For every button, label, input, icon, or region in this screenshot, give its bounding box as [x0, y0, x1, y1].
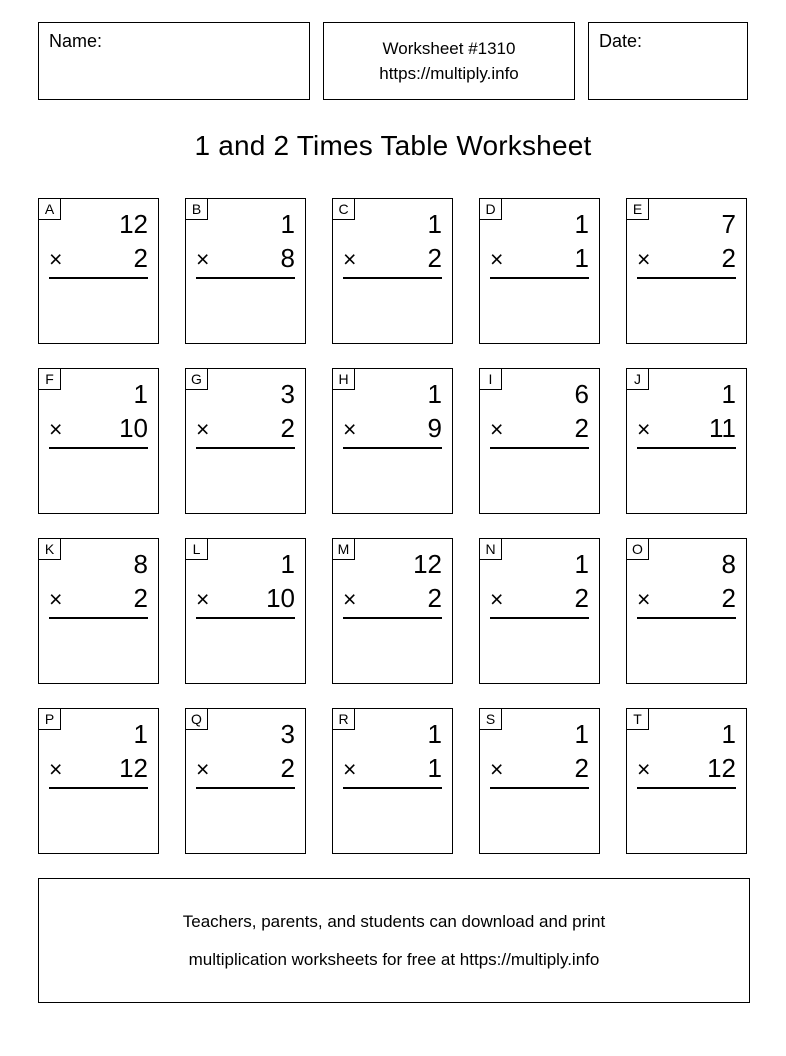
problem-top-operand: 1	[427, 209, 442, 239]
multiplication-sign-icon: ×	[637, 416, 651, 442]
problem-operands	[49, 207, 148, 279]
answer-rule	[637, 447, 736, 449]
problem-letter: E	[627, 199, 649, 220]
problem-letter: B	[186, 199, 208, 220]
problem-letter: S	[480, 709, 502, 730]
multiplication-sign-icon: ×	[637, 246, 651, 272]
problem-letter: G	[186, 369, 208, 390]
multiplication-sign-icon: ×	[49, 756, 63, 782]
problem-letter: N	[480, 539, 502, 560]
multiplication-sign-icon: ×	[49, 246, 63, 272]
problem-bottom-row	[196, 751, 295, 785]
answer-rule	[49, 617, 148, 619]
problem-operands	[343, 207, 442, 279]
problem-top-operand: 12	[119, 209, 148, 239]
problem-p[interactable]	[38, 708, 159, 854]
multiplication-sign-icon: ×	[343, 756, 357, 782]
problem-bottom-operand: 2	[721, 243, 736, 273]
problem-operands	[343, 717, 442, 789]
problem-k[interactable]	[38, 538, 159, 684]
problem-bottom-row	[490, 411, 589, 445]
answer-rule	[637, 617, 736, 619]
problem-operands	[196, 377, 295, 449]
problem-letter: K	[39, 539, 61, 560]
problem-operands	[49, 547, 148, 619]
problem-bottom-row	[49, 241, 148, 275]
problem-top-operand: 1	[280, 209, 295, 239]
problem-top-operand: 1	[721, 719, 736, 749]
multiplication-sign-icon: ×	[196, 246, 210, 272]
problem-r[interactable]	[332, 708, 453, 854]
problem-top-operand: 1	[427, 379, 442, 409]
problem-bottom-operand: 2	[133, 243, 148, 273]
problem-operands	[490, 377, 589, 449]
problem-bottom-operand: 2	[574, 753, 589, 783]
problem-top-operand: 1	[574, 549, 589, 579]
multiplication-sign-icon: ×	[196, 586, 210, 612]
problem-top-operand: 1	[280, 549, 295, 579]
problem-bottom-row	[490, 581, 589, 615]
problem-bottom-row	[637, 241, 736, 275]
problem-letter: J	[627, 369, 649, 390]
problem-j[interactable]	[626, 368, 747, 514]
worksheet-number: Worksheet #1310	[382, 39, 516, 58]
problem-top-operand: 1	[574, 719, 589, 749]
problem-letter: P	[39, 709, 61, 730]
problem-l[interactable]	[185, 538, 306, 684]
name-box[interactable]	[38, 22, 310, 100]
answer-rule	[343, 447, 442, 449]
problem-bottom-row	[196, 241, 295, 275]
problem-i[interactable]	[479, 368, 600, 514]
footer-line-2: multiplication worksheets for free at https://multiply.info	[188, 949, 600, 969]
problem-bottom-row	[637, 411, 736, 445]
problem-bottom-row	[490, 241, 589, 275]
multiplication-sign-icon: ×	[196, 756, 210, 782]
problem-top-operand: 3	[280, 719, 295, 749]
problem-letter: L	[186, 539, 208, 560]
problem-operands	[637, 377, 736, 449]
problem-operands	[49, 377, 148, 449]
problem-letter: C	[333, 199, 355, 220]
answer-rule	[49, 447, 148, 449]
multiplication-sign-icon: ×	[490, 246, 504, 272]
problem-bottom-operand: 11	[709, 413, 736, 443]
problem-o[interactable]	[626, 538, 747, 684]
worksheet-site-url: https://multiply.info	[379, 64, 519, 83]
answer-rule	[343, 617, 442, 619]
problem-operands	[490, 547, 589, 619]
answer-rule	[196, 277, 295, 279]
problem-operands	[637, 207, 736, 279]
problem-bottom-operand: 10	[266, 583, 295, 613]
problem-top-operand: 6	[574, 379, 589, 409]
problem-bottom-operand: 10	[119, 413, 148, 443]
answer-rule	[196, 447, 295, 449]
worksheet-info-box	[323, 22, 575, 100]
problem-top-operand: 1	[574, 209, 589, 239]
answer-rule	[490, 617, 589, 619]
problem-top-operand: 3	[280, 379, 295, 409]
problem-letter: D	[480, 199, 502, 220]
problem-bottom-operand: 1	[574, 243, 589, 273]
problem-d[interactable]	[479, 198, 600, 344]
problem-bottom-row	[49, 751, 148, 785]
problem-g[interactable]	[185, 368, 306, 514]
problem-bottom-operand: 9	[427, 413, 442, 443]
problem-operands	[196, 547, 295, 619]
problem-letter: I	[480, 369, 502, 390]
problem-bottom-operand: 2	[427, 243, 442, 273]
problem-bottom-operand: 1	[427, 753, 442, 783]
page-title: 1 and 2 Times Table Worksheet	[194, 130, 592, 161]
problem-letter: O	[627, 539, 649, 560]
problem-operands	[637, 547, 736, 619]
problem-bottom-operand: 12	[119, 753, 148, 783]
problem-grid	[38, 198, 750, 854]
problem-f[interactable]	[38, 368, 159, 514]
problem-h[interactable]	[332, 368, 453, 514]
problem-letter: T	[627, 709, 649, 730]
multiplication-sign-icon: ×	[196, 416, 210, 442]
problem-bottom-row	[49, 581, 148, 615]
problem-bottom-row	[343, 241, 442, 275]
problem-c[interactable]	[332, 198, 453, 344]
problem-letter: Q	[186, 709, 208, 730]
problem-bottom-row	[343, 751, 442, 785]
problem-bottom-operand: 2	[721, 583, 736, 613]
problem-bottom-operand: 2	[133, 583, 148, 613]
answer-rule	[49, 787, 148, 789]
problem-operands	[490, 207, 589, 279]
problem-bottom-row	[343, 411, 442, 445]
problem-e[interactable]	[626, 198, 747, 344]
problem-operands	[343, 547, 442, 619]
problem-operands	[49, 717, 148, 789]
problem-letter: F	[39, 369, 61, 390]
date-label: Date:	[599, 31, 643, 51]
answer-rule	[637, 787, 736, 789]
answer-rule	[490, 277, 589, 279]
multiplication-sign-icon: ×	[49, 416, 63, 442]
problem-bottom-operand: 12	[707, 753, 736, 783]
problem-m[interactable]	[332, 538, 453, 684]
problem-letter: A	[39, 199, 61, 220]
problem-bottom-row	[49, 411, 148, 445]
problem-a[interactable]	[38, 198, 159, 344]
multiplication-sign-icon: ×	[637, 756, 651, 782]
multiplication-sign-icon: ×	[490, 416, 504, 442]
multiplication-sign-icon: ×	[343, 586, 357, 612]
footer-line-1: Teachers, parents, and students can download and print	[182, 911, 606, 931]
problem-letter: H	[333, 369, 355, 390]
problem-bottom-operand: 8	[280, 243, 295, 273]
footer-box	[38, 878, 750, 1003]
problem-b[interactable]	[185, 198, 306, 344]
problem-q[interactable]	[185, 708, 306, 854]
problem-bottom-operand: 2	[280, 413, 295, 443]
multiplication-sign-icon: ×	[637, 586, 651, 612]
problem-operands	[343, 377, 442, 449]
problem-operands	[637, 717, 736, 789]
answer-rule	[343, 787, 442, 789]
answer-rule	[637, 277, 736, 279]
multiplication-sign-icon: ×	[343, 416, 357, 442]
problem-top-operand: 1	[427, 719, 442, 749]
multiplication-sign-icon: ×	[49, 586, 63, 612]
answer-rule	[490, 787, 589, 789]
problem-bottom-row	[637, 581, 736, 615]
multiplication-sign-icon: ×	[343, 246, 357, 272]
date-box[interactable]	[588, 22, 748, 100]
answer-rule	[196, 787, 295, 789]
answer-rule	[196, 617, 295, 619]
multiplication-sign-icon: ×	[490, 586, 504, 612]
problem-top-operand: 7	[721, 209, 736, 239]
problem-bottom-operand: 2	[574, 583, 589, 613]
problem-bottom-row	[196, 581, 295, 615]
multiplication-sign-icon: ×	[490, 756, 504, 782]
problem-bottom-row	[343, 581, 442, 615]
problem-bottom-row	[196, 411, 295, 445]
problem-operands	[490, 717, 589, 789]
problem-bottom-operand: 2	[280, 753, 295, 783]
problem-top-operand: 1	[721, 379, 736, 409]
problem-s[interactable]	[479, 708, 600, 854]
answer-rule	[343, 277, 442, 279]
problem-top-operand: 12	[413, 549, 442, 579]
problem-bottom-row	[637, 751, 736, 785]
problem-top-operand: 1	[133, 719, 148, 749]
problem-bottom-operand: 2	[574, 413, 589, 443]
answer-rule	[490, 447, 589, 449]
problem-top-operand: 8	[133, 549, 148, 579]
problem-operands	[196, 717, 295, 789]
problem-top-operand: 8	[721, 549, 736, 579]
problem-bottom-row	[490, 751, 589, 785]
name-label: Name:	[49, 31, 103, 51]
header-row	[38, 22, 748, 100]
problem-n[interactable]	[479, 538, 600, 684]
problem-letter: R	[333, 709, 355, 730]
problem-operands	[196, 207, 295, 279]
problem-bottom-operand: 2	[427, 583, 442, 613]
problem-t[interactable]	[626, 708, 747, 854]
problem-letter: M	[333, 539, 355, 560]
problem-top-operand: 1	[133, 379, 148, 409]
answer-rule	[49, 277, 148, 279]
